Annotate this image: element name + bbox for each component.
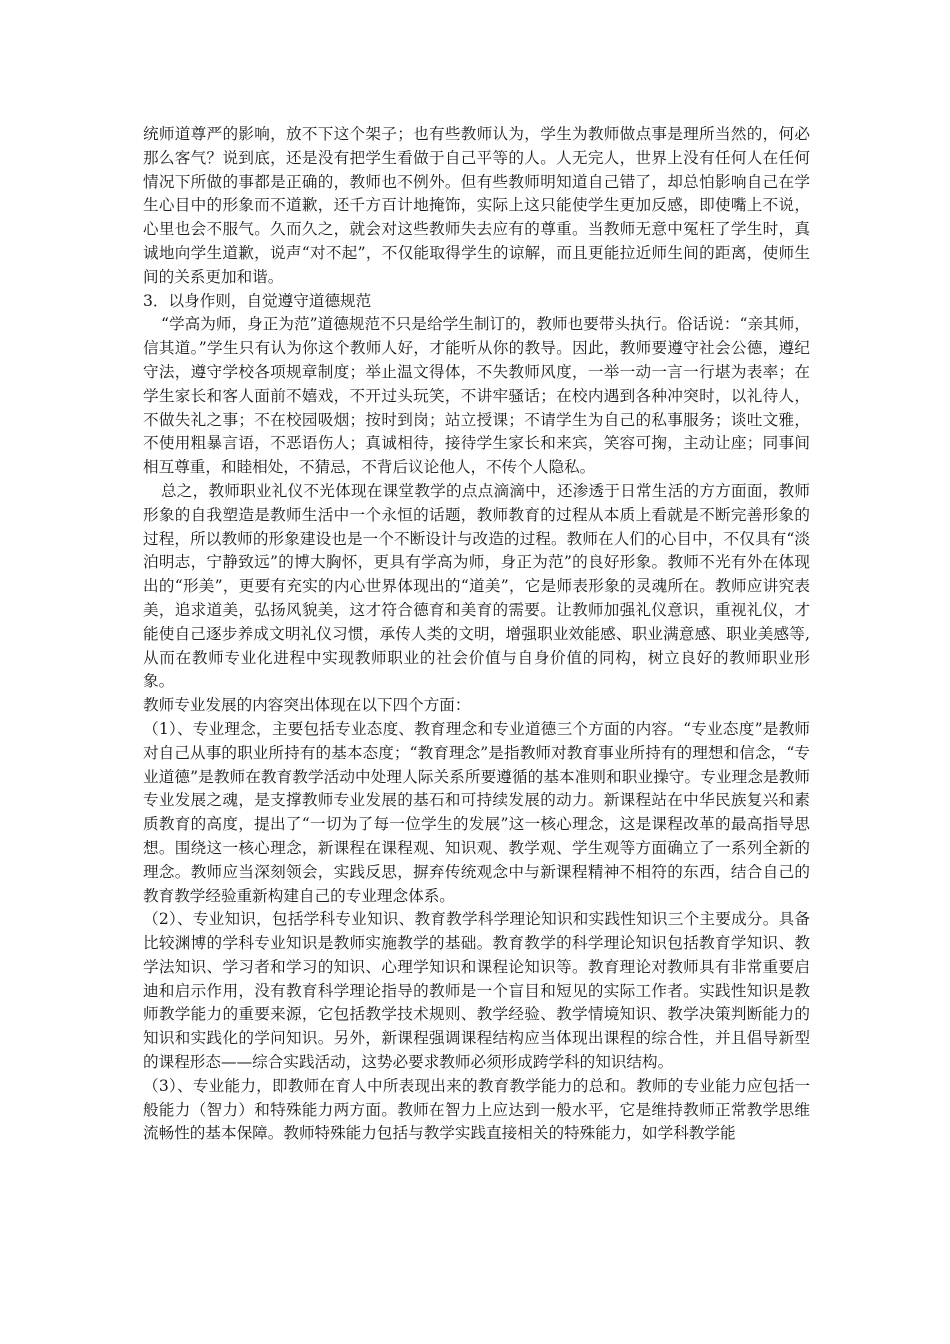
paragraph-professional-knowledge: （2）、专业知识，包括学科专业知识、教育教学科学理论知识和实践性知识三个主要成分。具备比较渊博的学科专业知识是教师实施教学的基础。教育教学的科学理论知识包括教育学知识、教学法知识、学习者和学习的知识、心理学知识和课程论知识等。教育理论对教师具有非常重要启迪和启示作用，没有教育科学理论指导的教师是一个盲目和短见的实际工作者。实践性知识是教师教学能力的重要来源，它包括教学技术规则、教学经验、教学情境知识、教学决策判断能力的知识和实践化的学问知识。另外，新课程强调课程结构应当体现出课程的综合性，并且倡导新型的课程形态——综合实践活动，这势必要求教师必须形成跨学科的知识结构。 xyxy=(143,910,810,1072)
paragraph-summary: 总之，教师职业礼仪不光体现在课堂教学的点点滴滴中，还渗透于日常生活的方方面面，教师形象的自我塑造是教师生活中一个永恒的话题，教师教育的过程从本质上看就是不断完善形象的过程，所以教师的形象建设也是一个不断设计与改造的过程。教师在人们的心目中，不仅具有“淡泊明志，宁静致远”的博大胸怀，更具有学高为师，身正为范”的良好形象。教师不光有外在体现出的“形美”，更要有充实的内心世界体现出的“道美”，它是师表形象的灵魂所在。教师应讲究表美，追求道美，弘扬风貌美，这才符合德育和美育的需要。让教师加强礼仪意识，重视礼仪，才能使自己逐步养成文明礼仪习惯，承传人类的文明，增强职业效能感、职业满意感、职业美感等,从而在教师专业化进程中实现教师职业的社会价值与自身价值的同构，树立良好的教师职业形象。 xyxy=(143,481,810,691)
paragraph-teacher-apology: 统师道尊严的影响，放不下这个架子；也有些教师认为，学生为教师做点事是理所当然的，何必那么客气？说到底，还是没有把学生看做于自己平等的人。人无完人，世界上没有任何人在任何情况下所做的事都是正确的，教师也不例外。但有些教师明知道自己错了，却总怕影响自己在学生心目中的形象而不道歉，还千方百计地掩饰，实际上这只能使学生更加反感，即使嘴上不说，心里也会不服气。久而久之，就会对这些教师失去应有的尊重。当教师无意中冤枉了学生时，真诚地向学生道歉，说声“对不起”，不仅能取得学生的谅解，而且更能拉近师生间的距离，使师生间的关系更加和谐。 xyxy=(143,125,810,286)
document-body xyxy=(143,123,810,1146)
paragraph-professional-philosophy: （1）、专业理念，主要包括专业态度、教育理念和专业道德三个方面的内容。“专业态度”是教师对自己从事的职业所持有的基本态度；“教育理念”是指教师对教育事业所持有的理想和信念，“专业道德”是教师在教育教学活动中处理人际关系所要遵循的基本准则和职业操守。专业理念是教师专业发展之魂，是支撑教师专业发展的基石和可持续发展的动力。新课程站在中华民族复兴和素质教育的高度，提出了“一切为了每一位学生的发展”这一核心理念，这是课程改革的最高指导思想。围绕这一核心理念，新课程在课程观、知识观、教学观、学生观等方面确立了一系列全新的理念。教师应当深刻领会，实践反思，摒弃传统观念中与新课程精神不相符的东西，结合自己的教育教学经验重新构建自己的专业理念体系。 xyxy=(143,719,810,905)
paragraph-four-aspects-intro: 教师专业发展的内容突出体现在以下四个方面： xyxy=(143,696,471,715)
paragraph-professional-ability: （3）、专业能力，即教师在育人中所表现出来的教育教学能力的总和。教师的专业能力应包括一般能力（智力）和特殊能力两方面。教师在智力上应达到一般水平，它是维持教师正常教学思维流畅性的基本保障。教师特殊能力包括与教学实践直接相关的特殊能力，如学科教学能 xyxy=(143,1076,810,1143)
paragraph-moral-norms: “学高为师，身正为范”道德规范不只是给学生制订的，教师也要带头执行。俗话说：“亲其师，信其道。”学生只有认为你这个教师人好，才能听从你的教导。因此，教师要遵守社会公德，遵纪守法，遵守学校各项规章制度；举止温文得体，不失教师风度，一举一动一言一行堪为表率；在学生家长和客人面前不嬉戏，不开过头玩笑，不讲牢骚话；在校内遇到各种冲突时，以礼待人，不做失礼之事；不在校园吸烟；按时到岗；站立授课；不请学生为自己的私事服务；谈吐文雅，不使用粗暴言语，不恶语伤人；真诚相待，接待学生家长和来宾，笑容可掬，主动让座；同事间相互尊重，和睦相处，不猜忌，不背后议论他人，不传个人隐私。 xyxy=(143,315,810,477)
section-heading-3: 3．以身作则，自觉遵守道德规范 xyxy=(143,291,372,310)
